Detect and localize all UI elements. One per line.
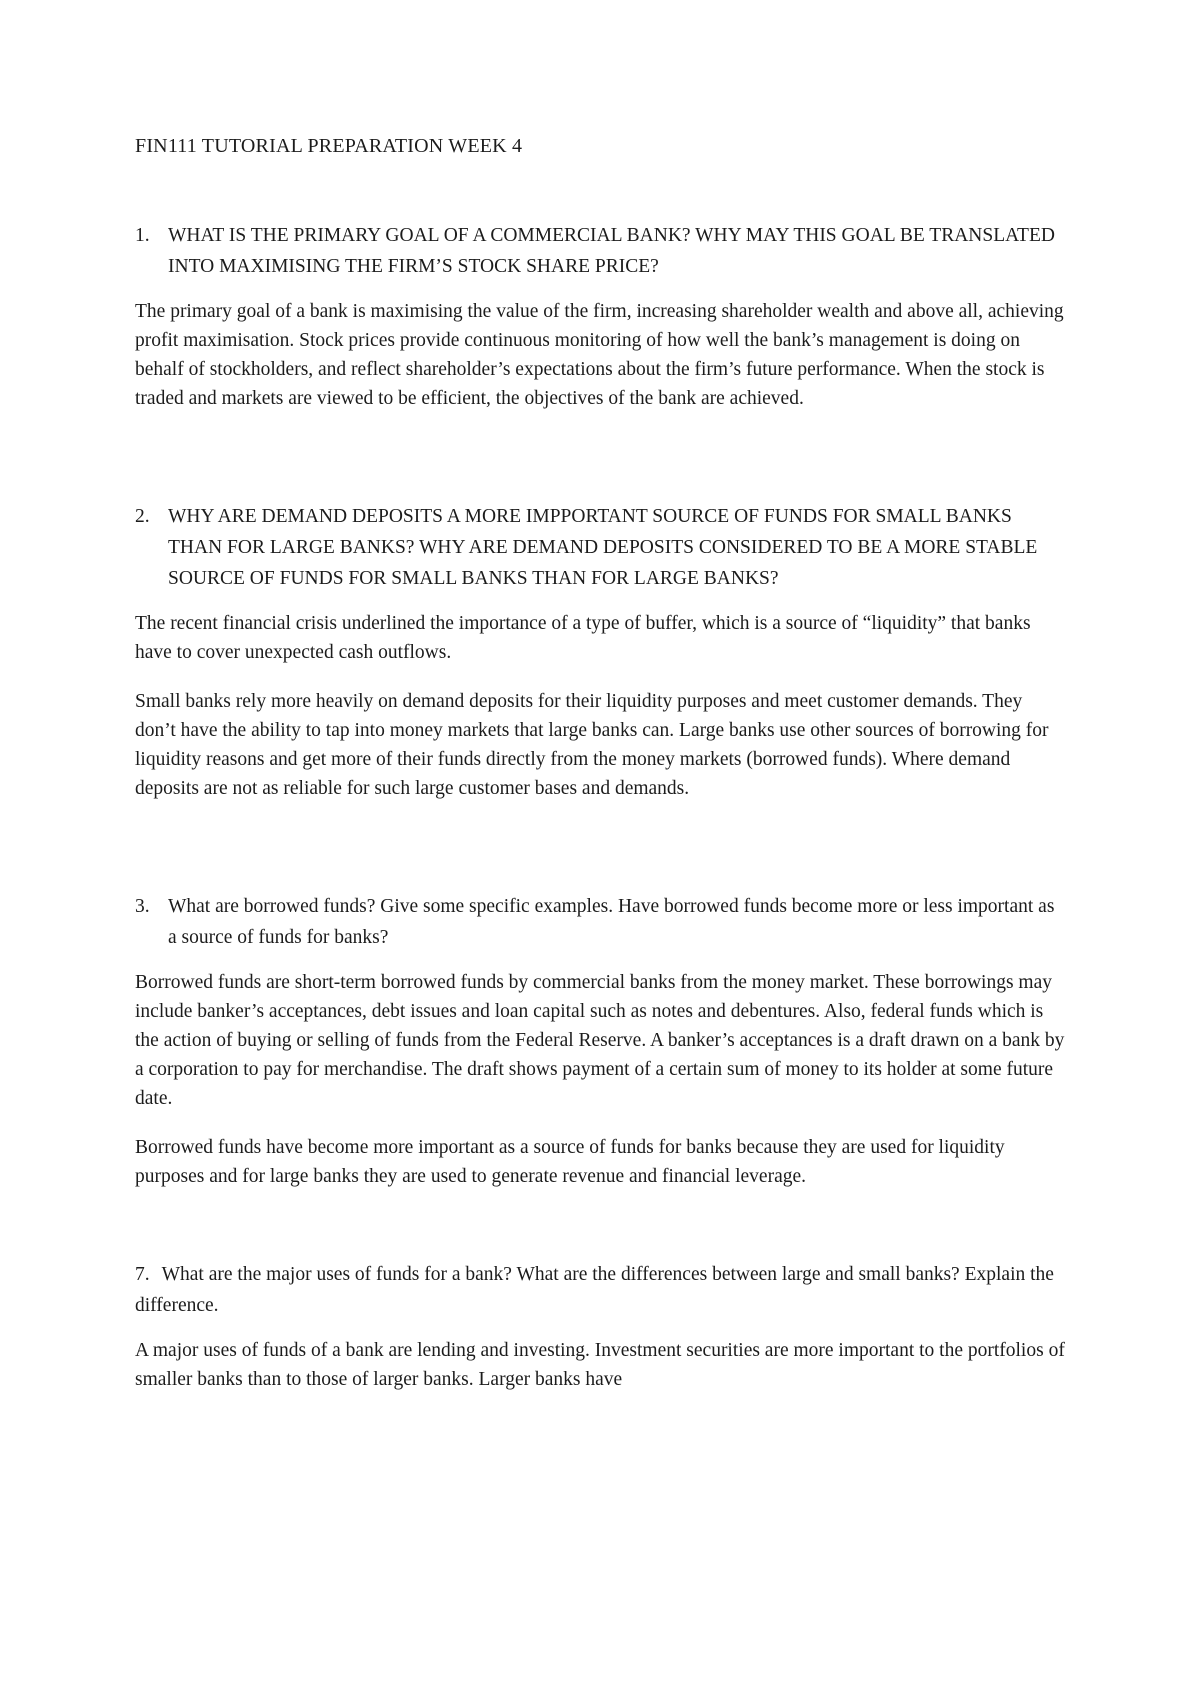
question-text: WHY ARE DEMAND DEPOSITS A MORE IMPPORTANT SOURCE OF FUNDS FOR SMALL BANKS THAN FOR LARGE BANKS? WHY ARE DEMAND DEPOSITS CONSIDERED TO BE A MORE STABLE SOURCE OF FUNDS FOR SMALL BANKS THAN FOR LARGE BANKS?: [168, 506, 1038, 589]
question-item-1: [135, 220, 1065, 282]
answer-paragraph: The primary goal of a bank is maximising the value of the firm, increasing shareholder wealth and above all, achieving profit maximisation. Stock prices provide continuous monitoring of how well the bank’s management is doing on behalf of stockholders, and reflect shareholder’s expectations about the firm’s future performance. When the stock is traded and markets are viewed to be efficient, the objectives of the bank are achieved.: [135, 301, 1064, 409]
question-section-1: [135, 220, 1065, 413]
question-number: 3.: [135, 896, 150, 917]
question-section-3: [135, 891, 1065, 1191]
document-title: FIN111 TUTORIAL PREPARATION WEEK 4: [135, 135, 523, 157]
question-item-7: [135, 1259, 1065, 1321]
question-item-3: [135, 891, 1065, 953]
question-text: What are the major uses of funds for a bank? What are the differences between large and small banks? Explain the difference.: [135, 1264, 1054, 1316]
question-section-7: [135, 1259, 1065, 1394]
answer-paragraph: Borrowed funds have become more important as a source of funds for banks because they are used for liquidity purposes and for large banks they are used to generate revenue and financial leverage.: [135, 1137, 1005, 1187]
answer-paragraph: The recent financial crisis underlined the importance of a type of buffer, which is a source of “liquidity” that banks have to cover unexpected cash outflows.: [135, 613, 1031, 663]
question-number: 2.: [135, 506, 150, 527]
answer-paragraph: Small banks rely more heavily on demand deposits for their liquidity purposes and meet customer demands. They don’t have the ability to tap into money markets that large banks can. Large banks use other sources of borrowing for liquidity reasons and get more of their funds directly from the money markets (borrowed funds). Where demand deposits are not as reliable for such large customer bases and demands.: [135, 691, 1049, 799]
question-item-2: [135, 501, 1065, 594]
answer-paragraph: Borrowed funds are short-term borrowed funds by commercial banks from the money market. These borrowings may include banker’s acceptances, debt issues and loan capital such as notes and debentures. Also, federal funds which is the action of buying or selling of funds from the Federal Reserve. A banker’s acceptances is a draft drawn on a bank by a corporation to pay for merchandise. The draft shows payment of a certain sum of money to its holder at some future date.: [135, 972, 1065, 1109]
question-number: 1.: [135, 225, 150, 246]
question-text: What are borrowed funds? Give some specific examples. Have borrowed funds become more or less important as a source of funds for banks?: [168, 896, 1055, 948]
question-text: WHAT IS THE PRIMARY GOAL OF A COMMERCIAL BANK? WHY MAY THIS GOAL BE TRANSLATED INTO MAXIMISING THE FIRM’S STOCK SHARE PRICE?: [168, 225, 1055, 277]
question-section-2: [135, 501, 1065, 803]
answer-paragraph: A major uses of funds of a bank are lending and investing. Investment securities are more important to the portfolios of smaller banks than to those of larger banks. Larger banks have: [135, 1340, 1065, 1390]
question-number: 7.: [135, 1264, 150, 1285]
